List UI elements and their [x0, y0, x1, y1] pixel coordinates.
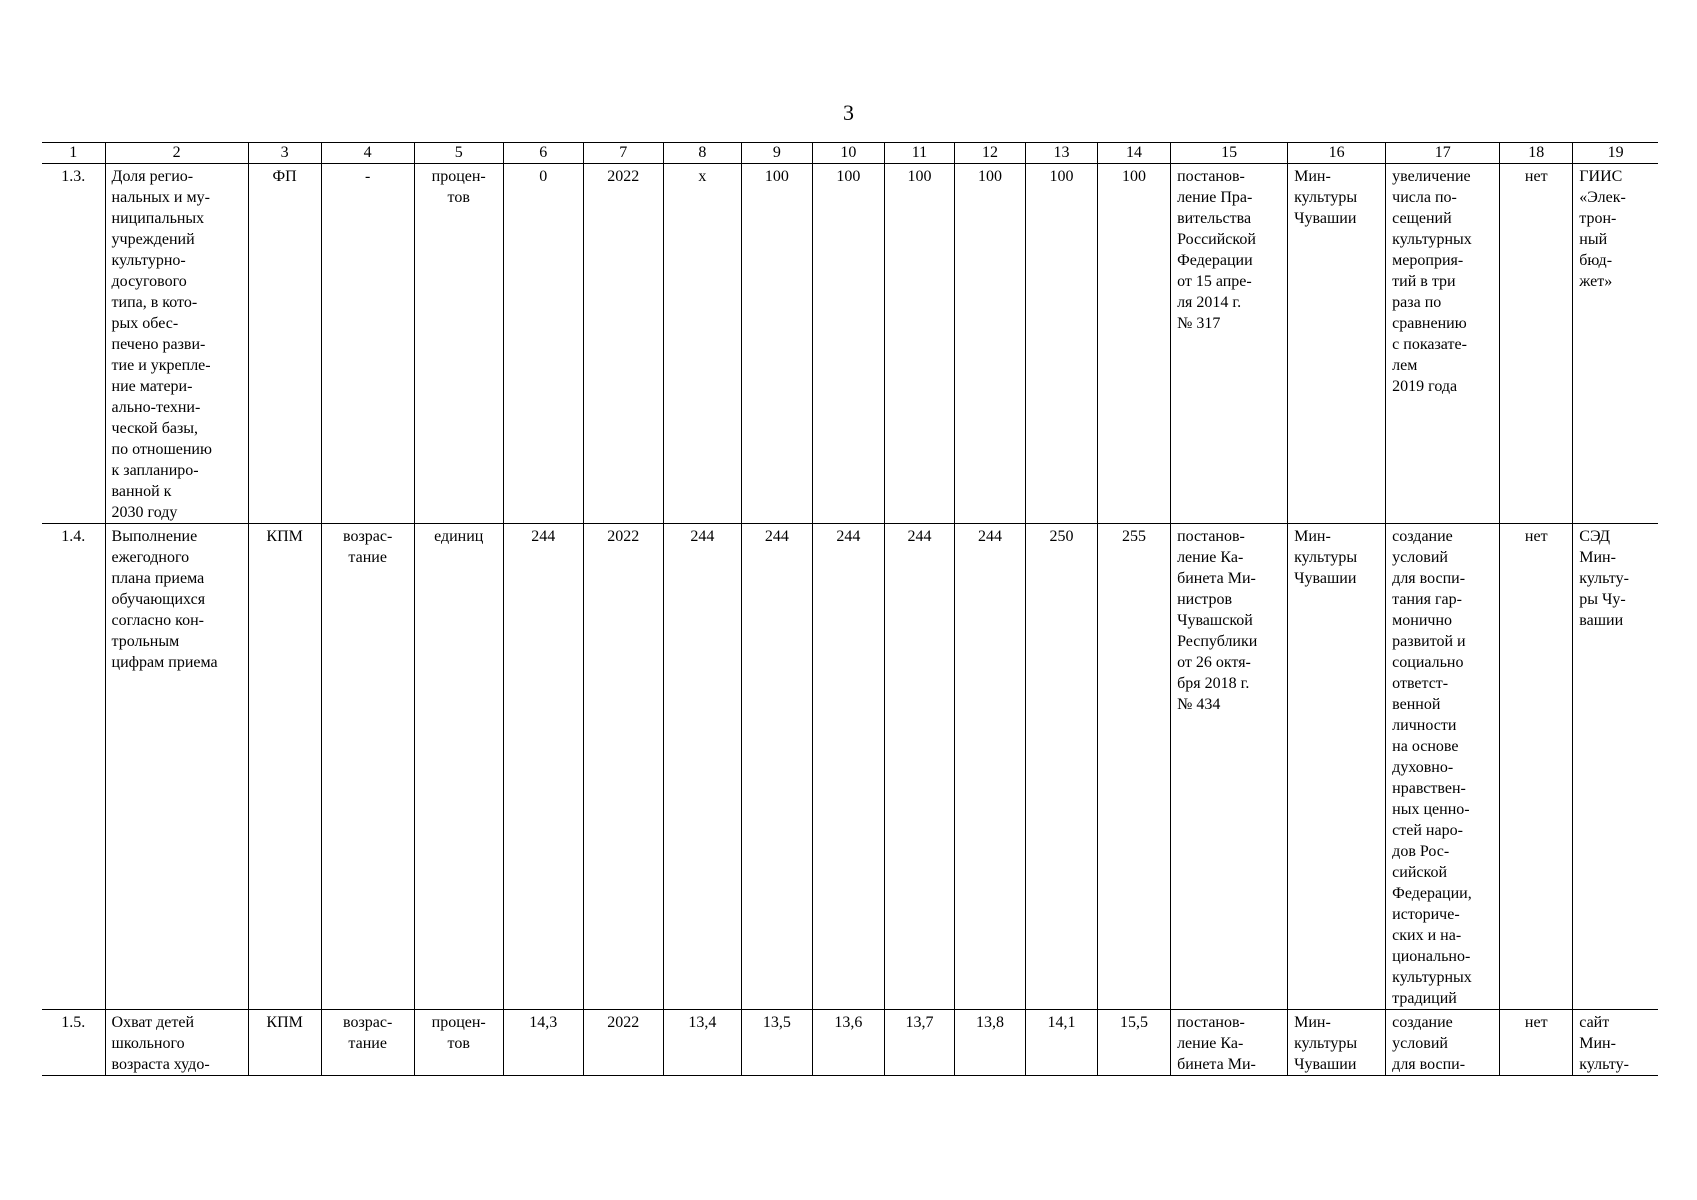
column-number: 13: [1026, 143, 1098, 164]
value-cell: 250: [1026, 524, 1098, 1010]
value-cell: 100: [812, 164, 884, 524]
value-cell: 244: [812, 524, 884, 1010]
table-row: [42, 1010, 1658, 1076]
value-cell: 100: [954, 164, 1025, 524]
base-value: 0: [503, 164, 583, 524]
flag-cell: нет: [1500, 524, 1573, 1010]
value-cell: 13,4: [663, 1010, 741, 1076]
document-reference: постанов- ление Ка- бинета Ми- нистров Чувашской Республики от 26 октя- бря 2018 г. № 434: [1171, 524, 1288, 1010]
document-reference: постанов- ление Пра- вительства Российской Федерации от 15 апре- ля 2014 г. № 317: [1171, 164, 1288, 524]
value-cell: 100: [1026, 164, 1098, 524]
value-cell: 244: [954, 524, 1025, 1010]
column-number: 11: [884, 143, 954, 164]
indicators-table: [42, 142, 1658, 1076]
indicator-name: Доля регио- нальных и му- ниципальных учреждений культурно- досугового типа, в кото- рых обес- печено разви- тие и укрепле- ние матери- ально-техни- ческой базы, по отношению к запланиро- ванной к 2030 году: [105, 164, 248, 524]
column-number-row: [42, 143, 1658, 164]
indicator-name: Охват детей школьного возраста худо-: [105, 1010, 248, 1076]
trend: возрас- тание: [321, 524, 414, 1010]
column-number: 15: [1171, 143, 1288, 164]
flag-cell: нет: [1500, 1010, 1573, 1076]
column-number: 8: [663, 143, 741, 164]
unit: единиц: [414, 524, 503, 1010]
value-cell: 100: [884, 164, 954, 524]
value-cell: 244: [884, 524, 954, 1010]
page-number: 3: [843, 100, 854, 125]
table-row: [42, 524, 1658, 1010]
column-number: 12: [954, 143, 1025, 164]
column-number: 9: [741, 143, 812, 164]
base-value: 244: [503, 524, 583, 1010]
flag-cell: нет: [1500, 164, 1573, 524]
base-year: 2022: [583, 1010, 663, 1076]
row-number: 1.5.: [42, 1010, 105, 1076]
column-number: 1: [42, 143, 105, 164]
value-cell: 14,1: [1026, 1010, 1098, 1076]
information-system: сайт Мин- культу-: [1573, 1010, 1658, 1076]
column-number: 16: [1288, 143, 1386, 164]
responsible-agency: Мин- культуры Чувашии: [1288, 524, 1386, 1010]
indicator-link: увеличение числа по- сещений культурных мероприя- тий в три раза по сравнению с показате- лем 2019 года: [1386, 164, 1500, 524]
responsible-agency: Мин- культуры Чувашии: [1288, 164, 1386, 524]
row-number: 1.3.: [42, 164, 105, 524]
column-number: 6: [503, 143, 583, 164]
base-year: 2022: [583, 164, 663, 524]
trend: -: [321, 164, 414, 524]
indicator-link: создание условий для воспи-: [1386, 1010, 1500, 1076]
value-cell: 100: [741, 164, 812, 524]
base-year: 2022: [583, 524, 663, 1010]
value-cell: x: [663, 164, 741, 524]
column-number: 14: [1098, 143, 1171, 164]
value-cell: 15,5: [1098, 1010, 1171, 1076]
column-number: 2: [105, 143, 248, 164]
column-number: 3: [248, 143, 321, 164]
indicator-link: создание условий для воспи- тания гар- монично развитой и социально ответст- венной личности на основе духовно- нравствен- ных ценно- стей наро- дов Рос- сийской Федерации, историче- ских и на- ционально- культурных традиций: [1386, 524, 1500, 1010]
value-cell: 13,5: [741, 1010, 812, 1076]
indicator-name: Выполнение ежегодного плана приема обучающихся согласно кон- трольным цифрам приема: [105, 524, 248, 1010]
column-number: 19: [1573, 143, 1658, 164]
value-cell: 13,8: [954, 1010, 1025, 1076]
column-number: 5: [414, 143, 503, 164]
unit: процен- тов: [414, 1010, 503, 1076]
indicator-level: ФП: [248, 164, 321, 524]
indicator-level: КПМ: [248, 524, 321, 1010]
responsible-agency: Мин- культуры Чувашии: [1288, 1010, 1386, 1076]
information-system: ГИИС «Элек- трон- ный бюд- жет»: [1573, 164, 1658, 524]
value-cell: 13,6: [812, 1010, 884, 1076]
value-cell: 100: [1098, 164, 1171, 524]
value-cell: 244: [741, 524, 812, 1010]
value-cell: 13,7: [884, 1010, 954, 1076]
indicator-level: КПМ: [248, 1010, 321, 1076]
value-cell: 255: [1098, 524, 1171, 1010]
column-number: 17: [1386, 143, 1500, 164]
column-number: 10: [812, 143, 884, 164]
base-value: 14,3: [503, 1010, 583, 1076]
column-number: 18: [1500, 143, 1573, 164]
column-number: 4: [321, 143, 414, 164]
trend: возрас- тание: [321, 1010, 414, 1076]
document-reference: постанов- ление Ка- бинета Ми-: [1171, 1010, 1288, 1076]
row-number: 1.4.: [42, 524, 105, 1010]
value-cell: 244: [663, 524, 741, 1010]
information-system: СЭД Мин- культу- ры Чу- вашии: [1573, 524, 1658, 1010]
table-row: [42, 164, 1658, 524]
column-number: 7: [583, 143, 663, 164]
unit: процен- тов: [414, 164, 503, 524]
